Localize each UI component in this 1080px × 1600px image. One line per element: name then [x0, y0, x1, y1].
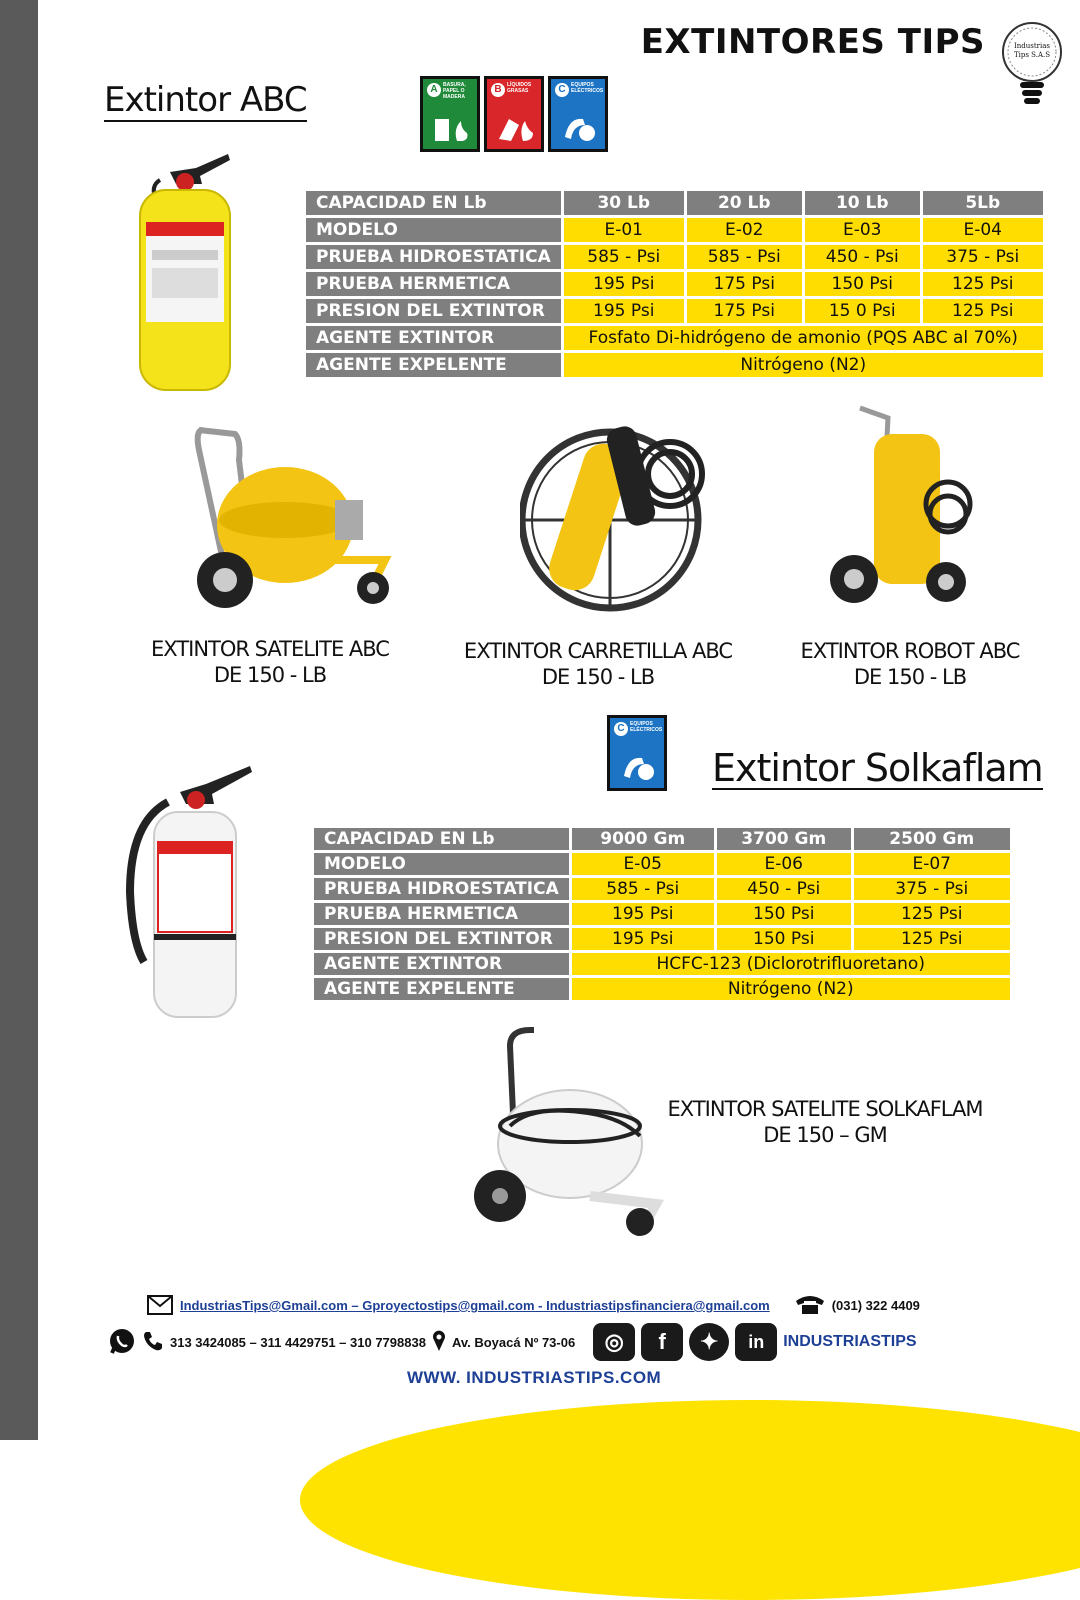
- capacity-cell: 2500 Gm: [854, 828, 1010, 850]
- table-row: [306, 191, 1043, 215]
- footer-emails-line: [146, 1292, 920, 1319]
- envelope-icon: [146, 1292, 174, 1319]
- landline-number: (031) 322 4409: [831, 1298, 920, 1313]
- capacity-cell: 20 Lb: [687, 191, 802, 215]
- class-text: LÍQUIDOS GRASAS: [507, 82, 532, 94]
- robot-abc-caption: [790, 638, 1030, 690]
- table-cell: 15 0 Psi: [805, 299, 920, 323]
- phone-icon: [142, 1330, 164, 1355]
- table-cell: 195 Psi: [572, 928, 714, 950]
- row-label: PRUEBA HIDROESTATICA: [306, 245, 561, 269]
- row-label: AGENTE EXTINTOR: [314, 953, 569, 975]
- satelite-abc-image: [185, 420, 395, 620]
- row-label: MODELO: [314, 853, 569, 875]
- class-letter: A: [427, 83, 441, 97]
- left-side-bar: [0, 0, 38, 1440]
- table-row: [306, 326, 1043, 350]
- footer-contact-line: [108, 1323, 917, 1361]
- table-cell: 175 Psi: [687, 272, 802, 296]
- carretilla-abc-image: [520, 402, 720, 622]
- capacity-cell: 10 Lb: [805, 191, 920, 215]
- solkaflam-extinguisher-image: [120, 762, 260, 1027]
- class-letter: B: [491, 83, 505, 97]
- table-cell: 195 Psi: [564, 272, 684, 296]
- class-c-icon: [607, 715, 667, 791]
- table-cell: E-04: [923, 218, 1043, 242]
- logo-text: Industrias Tips S.A.S: [1013, 42, 1051, 59]
- caption-line: DE 150 - LB: [541, 665, 655, 689]
- table-cell: E-03: [805, 218, 920, 242]
- row-label: MODELO: [306, 218, 561, 242]
- carretilla-abc-caption: [458, 638, 738, 690]
- capacity-cell: 3700 Gm: [717, 828, 851, 850]
- table-cell: E-01: [564, 218, 684, 242]
- capacity-cell: 9000 Gm: [572, 828, 714, 850]
- table-row: [306, 218, 1043, 242]
- capacity-label: CAPACIDAD EN Lb: [306, 191, 561, 215]
- linkedin-icon[interactable]: in: [735, 1323, 777, 1361]
- twitter-icon[interactable]: ✦: [689, 1323, 729, 1361]
- location-pin-icon: [432, 1330, 446, 1355]
- table-cell: 450 - Psi: [805, 245, 920, 269]
- capacity-cell: 5Lb: [923, 191, 1043, 215]
- company-logo: [1000, 20, 1064, 110]
- solkaflam-fire-class-icons: [607, 715, 667, 791]
- table-row: [306, 272, 1043, 296]
- table-cell: Fosfato Di-hidrógeno de amonio (PQS ABC al 70%): [564, 326, 1043, 350]
- class-text: BASURA, PAPEL O MADERA: [443, 82, 466, 100]
- table-cell: 585 - Psi: [572, 878, 714, 900]
- table-cell: HCFC-123 (Diclorotrifluoretano): [572, 953, 1010, 975]
- capacity-cell: 30 Lb: [564, 191, 684, 215]
- table-cell: 125 Psi: [854, 928, 1010, 950]
- brand-handle: INDUSTRIASTIPS: [783, 1333, 917, 1350]
- instagram-icon[interactable]: ◎: [593, 1323, 635, 1361]
- abc-section-title: Extintor ABC: [104, 80, 307, 120]
- table-cell: Nitrógeno (N2): [564, 353, 1043, 377]
- table-row: [314, 978, 1010, 1000]
- satelite-solkaflam-caption: [660, 1096, 990, 1148]
- table-row: [306, 353, 1043, 377]
- caption-line: DE 150 – GM: [763, 1123, 887, 1147]
- row-label: PRESION DEL EXTINTOR: [306, 299, 561, 323]
- table-cell: 585 - Psi: [687, 245, 802, 269]
- table-cell: 150 Psi: [805, 272, 920, 296]
- table-row: [314, 903, 1010, 925]
- class-b-icon: [484, 76, 544, 152]
- address-text: Av. Boyacá Nº 73-06: [451, 1334, 576, 1350]
- table-cell: 150 Psi: [717, 903, 851, 925]
- caption-line: EXTINTOR SATELITE SOLKAFLAM: [667, 1097, 983, 1121]
- table-row: [306, 245, 1043, 269]
- table-row: [314, 853, 1010, 875]
- solkaflam-spec-table: [311, 825, 1013, 1003]
- caption-line: DE 150 - LB: [853, 665, 967, 689]
- class-letter: C: [555, 83, 569, 97]
- footer-yellow-arc: [300, 1400, 1080, 1600]
- class-letter: C: [614, 722, 628, 736]
- table-cell: 195 Psi: [564, 299, 684, 323]
- table-cell: 585 - Psi: [564, 245, 684, 269]
- table-cell: 450 - Psi: [717, 878, 851, 900]
- abc-extinguisher-image: [130, 150, 240, 400]
- emails-link[interactable]: IndustriasTips@Gmail.com – Gproyectostips@gmail.com - Industriastipsfinanciera@gmail.com: [180, 1298, 770, 1313]
- whatsapp-icon[interactable]: [108, 1327, 136, 1358]
- class-c-icon: [548, 76, 608, 152]
- caption-line: EXTINTOR ROBOT ABC: [800, 639, 1020, 663]
- telephone-icon: [794, 1293, 826, 1318]
- row-label: PRESION DEL EXTINTOR: [314, 928, 569, 950]
- capacity-label: CAPACIDAD EN Lb: [314, 828, 569, 850]
- table-cell: 175 Psi: [687, 299, 802, 323]
- solkaflam-section-title: Extintor Solkaflam: [712, 746, 1043, 790]
- class-text: EQUIPOS ELÉCTRICOS: [630, 721, 663, 733]
- facebook-icon[interactable]: f: [641, 1323, 683, 1361]
- caption-line: EXTINTOR SATELITE ABC: [151, 637, 389, 661]
- table-cell: 375 - Psi: [923, 245, 1043, 269]
- class-a-icon: [420, 76, 480, 152]
- table-cell: 125 Psi: [923, 299, 1043, 323]
- satelite-solkaflam-image: [470, 1026, 665, 1246]
- table-cell: 195 Psi: [572, 903, 714, 925]
- table-cell: Nitrógeno (N2): [572, 978, 1010, 1000]
- page-title: EXTINTORES TIPS: [640, 22, 985, 62]
- table-cell: 150 Psi: [717, 928, 851, 950]
- mobile-numbers: 313 3424085 – 311 4429751 – 310 7798838: [170, 1334, 426, 1350]
- table-cell: 125 Psi: [923, 272, 1043, 296]
- robot-abc-image: [828, 404, 978, 614]
- table-cell: E-06: [717, 853, 851, 875]
- caption-line: DE 150 - LB: [213, 663, 327, 687]
- table-cell: E-05: [572, 853, 714, 875]
- table-row: [314, 953, 1010, 975]
- row-label: PRUEBA HERMETICA: [306, 272, 561, 296]
- abc-spec-table: [303, 188, 1046, 380]
- website-link[interactable]: WWW. INDUSTRIASTIPS.COM: [407, 1368, 662, 1387]
- table-cell: 125 Psi: [854, 903, 1010, 925]
- table-row: [306, 299, 1043, 323]
- class-text: EQUIPOS ELÉCTRICOS: [571, 82, 604, 94]
- satelite-abc-caption: [145, 636, 395, 688]
- row-label: AGENTE EXPELENTE: [306, 353, 561, 377]
- table-cell: E-02: [687, 218, 802, 242]
- row-label: PRUEBA HERMETICA: [314, 903, 569, 925]
- row-label: AGENTE EXPELENTE: [314, 978, 569, 1000]
- table-row: [314, 878, 1010, 900]
- table-row: [314, 928, 1010, 950]
- table-cell: E-07: [854, 853, 1010, 875]
- caption-line: EXTINTOR CARRETILLA ABC: [463, 639, 733, 663]
- row-label: PRUEBA HIDROESTATICA: [314, 878, 569, 900]
- table-cell: 375 - Psi: [854, 878, 1010, 900]
- row-label: AGENTE EXTINTOR: [306, 326, 561, 350]
- abc-fire-class-icons: [420, 76, 608, 152]
- table-row: [314, 828, 1010, 850]
